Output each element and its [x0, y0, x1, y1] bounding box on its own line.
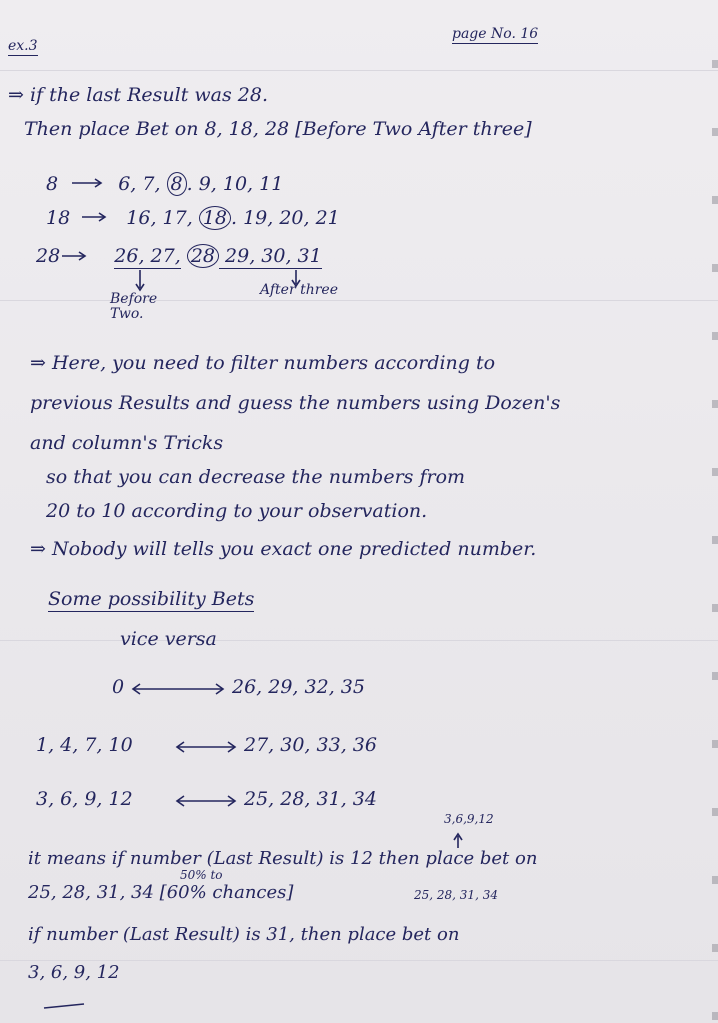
page-number: page No. 16: [452, 26, 539, 42]
conclusion-line-1: it means if number (Last Result) is 12 then place bet on: [28, 848, 538, 869]
after-three-label: After three: [260, 282, 339, 298]
sequence-key: 8: [46, 173, 59, 195]
circled-number: 28: [187, 244, 219, 268]
vice-versa-label: vice versa: [120, 628, 217, 650]
pair-right: 26, 29, 32, 35: [232, 676, 365, 698]
explanation-line-4: so that you can decrease the numbers from: [46, 466, 466, 488]
note-top: 3,6,9,12: [444, 812, 494, 826]
pair-right: 27, 30, 33, 36: [244, 734, 377, 756]
sequence-after: 29, 30, 31: [219, 245, 322, 267]
explanation-line-3: and column's Tricks: [30, 432, 224, 454]
sequence-key: 18: [46, 207, 71, 229]
explanation-line-1: ⇒ Here, you need to filter numbers according to: [30, 352, 496, 374]
sequence-key: 28: [36, 245, 61, 267]
possibility-heading: Some possibility Bets: [48, 588, 255, 610]
explanation-line-5: 20 to 10 according to your observation.: [46, 500, 428, 522]
sequence-after: . 19, 20, 21: [231, 207, 340, 229]
explanation-line-6: ⇒ Nobody will tells you exact one predicted number.: [30, 538, 537, 560]
conclusion-line-2: 25, 28, 31, 34 [60% chances]: [28, 882, 294, 903]
pair-left: 3, 6, 9, 12: [36, 788, 133, 810]
explanation-line-2: previous Results and guess the numbers using Dozen's: [30, 392, 561, 414]
conclusion-line-3: if number (Last Result) is 31, then place bet on: [28, 924, 460, 945]
example-label: ex.3: [8, 38, 38, 54]
pair-left: 0: [112, 676, 125, 698]
sequence-before: 16, 17,: [126, 207, 193, 229]
note-right: 25, 28, 31, 34: [414, 888, 498, 902]
pair-right: 25, 28, 31, 34: [244, 788, 377, 810]
conclusion-line-4: 3, 6, 9, 12: [28, 962, 120, 983]
sequence-after: . 9, 10, 11: [186, 173, 284, 195]
pair-left: 1, 4, 7, 10: [36, 734, 133, 756]
intro-line-1: ⇒ if the last Result was 28.: [8, 84, 268, 106]
before-two-label: Before Two.: [110, 291, 158, 322]
sequence-before: 6, 7,: [118, 173, 161, 195]
intro-line-2: Then place Bet on 8, 18, 28 [Before Two After three]: [24, 118, 532, 140]
circled-number: 18: [199, 206, 231, 230]
circled-number: 8: [167, 172, 187, 196]
note-chance: 50% to: [180, 868, 223, 882]
sequence-before: 26, 27,: [114, 245, 181, 267]
